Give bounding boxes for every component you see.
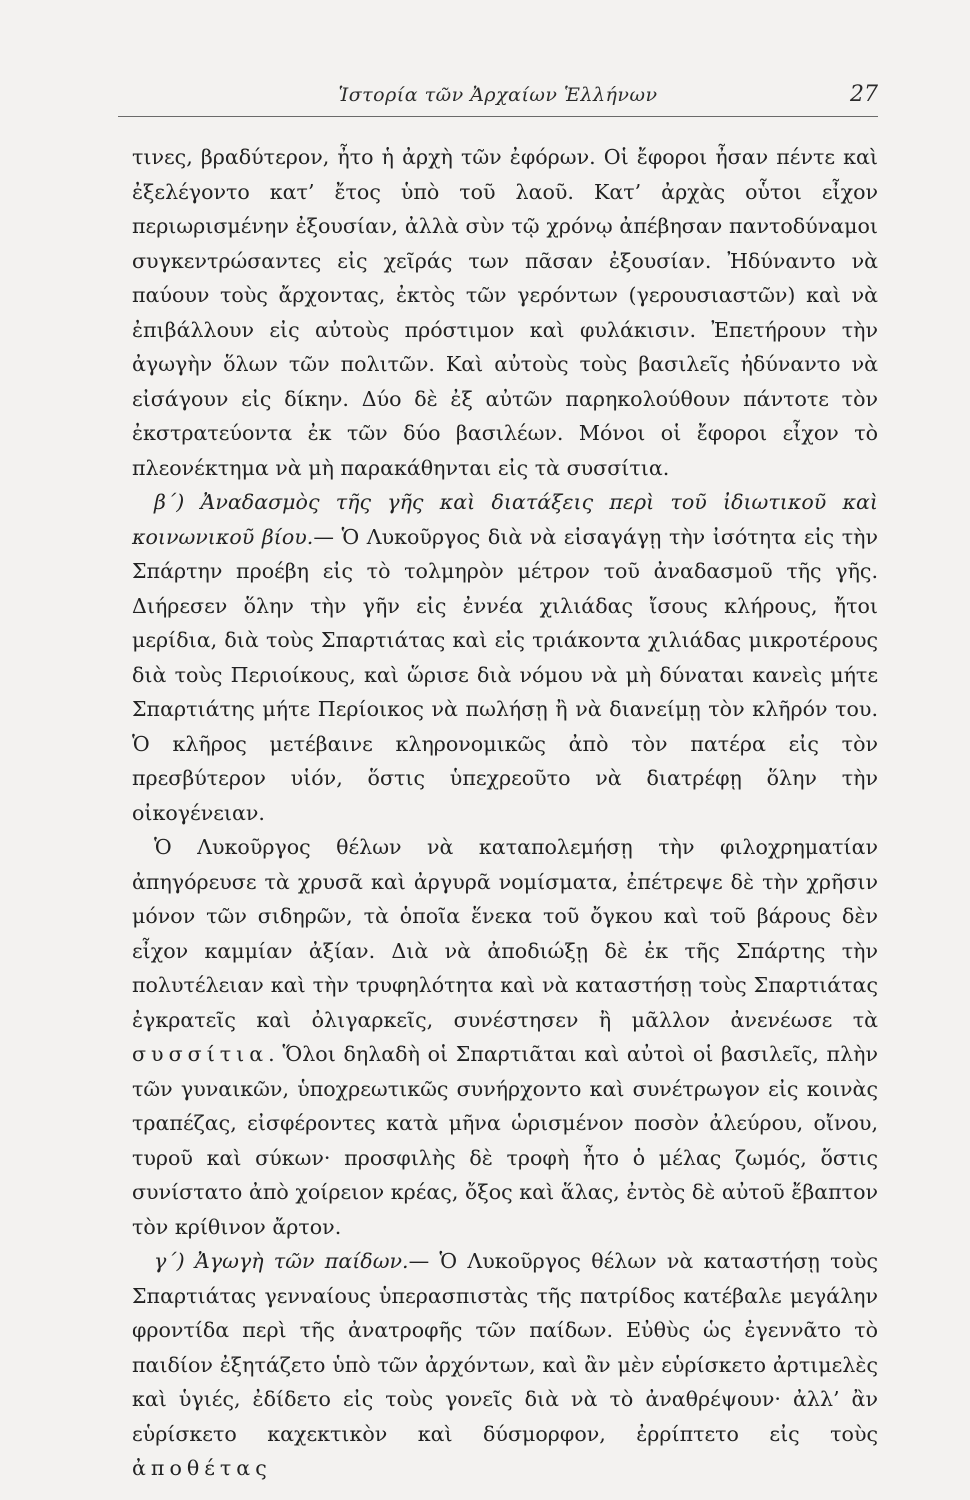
paragraph-land-redistribution — [132, 485, 878, 830]
paragraph-text: τινες, βραδύτερον, ἦτο ἡ ἀρχὴ τῶν ἐφόρων. Οἱ ἔφοροι ἦσαν πέντε καὶ ἐξελέγοντο κατ’ ἔτος ὑπὸ τοῦ λαοῦ. Κατ’ ἀρχὰς οὗτοι εἶχον περιωρισμένην ἐξουσίαν, ἀλλὰ σὺν τῷ χρόνῳ ἀπέβησαν παντοδύναμοι συγκεντρώσαντες εἰς χεῖράς των πᾶσαν ἐξουσίαν. Ἠδύναντο νὰ παύουν τοὺς ἄρχοντας, ἐκτὸς τῶν γερόντων (γερουσιαστῶν) καὶ νὰ ἐπιβάλλουν εἰς αὐτοὺς πρόστιμον καὶ φυλάκισιν. Ἐπετήρουν τὴν ἀγωγὴν ὅλων τῶν πολιτῶν. Καὶ αὐτοὺς τοὺς βασιλεῖς ἠδύναντο νὰ εἰσάγουν εἰς δίκην. Δύο δὲ ἐξ αὐτῶν παρηκολούθουν πάντοτε τὸν ἐκστρατεύοντα ἐκ τῶν δύο βασιλέων. Μόνοι οἱ ἔφοροι εἶχον τὸ πλεονέκτημα νὰ μὴ παρακάθηνται εἰς τὰ συσσίτια. — [132, 145, 878, 480]
body-text — [132, 140, 878, 1486]
paragraph-text: — Ὁ Λυκοῦργος θέλων νὰ καταστήσῃ τοὺς Σπαρτιάτας γενναίους ὑπερασπιστὰς τῆς πατρίδος κατέβαλε μεγάλην φροντίδα περὶ τῆς ἀνατροφῆς τῶν παίδων. Εὐθὺς ὡς ἐγεννᾶτο τὸ παιδίον ἐξητάζετο ὑπὸ τῶν ἀρχόντων, καὶ ἂν μὲν εὑρίσκετο ἀρτιμελὲς καὶ ὑγιές, ἐδίδετο εἰς τοὺς γονεῖς διὰ νὰ τὸ ἀναθρέψουν· ἀλλ’ ἂν εὑρίσκετο καχεκτικὸν καὶ δύσμορφον, ἐρρίπτετο εἰς τοὺς — [132, 1249, 878, 1446]
running-title: Ἱστορία τῶν Ἀρχαίων Ἑλλήνων — [338, 84, 658, 106]
page-number: 27 — [850, 82, 878, 107]
running-head — [118, 78, 878, 118]
spaced-word: ἀποθέτας — [132, 1456, 272, 1480]
paragraph-text: . Ὅλοι δηλαδὴ οἱ Σπαρτιᾶται καὶ αὐτοὶ οἱ βασιλεῖς, πλὴν τῶν γυναικῶν, ὑποχρεωτικῶς συνήρχοντο καὶ συνέτρωγον εἰς κοινὰς τραπέζας, εἰσφέροντες κατὰ μῆνα ὡρισμένον ποσὸν ἀλεύρου, οἴνου, τυροῦ καὶ σύκων· προσφιλὴς δὲ τροφὴ ἦτο ὁ μέλας ζωμός, ὅστις συνίστατο ἀπὸ χοίρειον κρέας, ὄξος καὶ ἅλας, ἐντὸς δὲ αὐτοῦ ἔβαπτον τὸν κρίθινον ἄρτον. — [132, 1042, 878, 1239]
paragraph-syssitia — [132, 830, 878, 1244]
header-rule — [118, 116, 878, 117]
paragraph-text: — Ὁ Λυκοῦργος διὰ νὰ εἰσαγάγῃ τὴν ἰσότητα εἰς τὴν Σπάρτην προέβη εἰς τὸ τολμηρὸν μέτρον τοῦ ἀναδασμοῦ τῆς γῆς. Διήρεσεν ὅλην τὴν γῆν εἰς ἐννέα χιλιάδας ἴσους κλήρους, ἤτοι μερίδια, διὰ τοὺς Σπαρτιάτας καὶ εἰς τριάκοντα χιλιάδας μικροτέρους διὰ τοὺς Περιοίκους, καὶ ὥρισε διὰ νόμου νὰ μὴ δύναται κανεὶς μήτε Σπαρτιάτης μήτε Περίοικος νὰ πωλήσῃ ἢ νὰ διανείμῃ τὸν κλῆρόν του. Ὁ κλῆρος μετέβαινε κληρονομικῶς ἀπὸ τὸν πατέρα εἰς τὸν πρεσβύτερον υἱόν, ὅστις ὑπεχρεοῦτο νὰ διατρέφῃ ὅλην τὴν οἰκογένειαν. — [132, 524, 879, 825]
section-heading-beta: β΄) Ἀναδασμὸς τῆς γῆς καὶ διατάξεις περὶ τοῦ ἰδιωτικοῦ καὶ κοινωνικοῦ βίου. — [132, 490, 878, 549]
paragraph-ephors — [132, 140, 878, 485]
paragraph-child-rearing — [132, 1244, 878, 1486]
paragraph-text: Ὁ Λυκοῦργος θέλων νὰ καταπολεμήσῃ τὴν φιλοχρηματίαν ἀπηγόρευσε τὰ χρυσᾶ καὶ ἀργυρᾶ νομίσματα, ἐπέτρεψε δὲ τὴν χρῆσιν μόνον τῶν σιδηρῶν, τὰ ὁποῖα ἕνεκα τοῦ ὄγκου καὶ τοῦ βάρους δὲν εἶχον καμμίαν ἀξίαν. Διὰ νὰ ἀποδιώξῃ δὲ ἐκ τῆς Σπάρτης τὴν πολυτέλειαν καὶ τὴν τρυφηλότητα καὶ νὰ καταστήσῃ τοὺς Σπαρτιάτας ἐγκρατεῖς καὶ ὀλιγαρκεῖς, συνέστησεν ἢ μᾶλλον ἀνενέωσε τὰ — [132, 835, 878, 1032]
section-heading-gamma: γ΄) Ἀγωγὴ τῶν παίδων. — [154, 1249, 409, 1273]
spaced-word: συσσίτια — [132, 1042, 269, 1066]
